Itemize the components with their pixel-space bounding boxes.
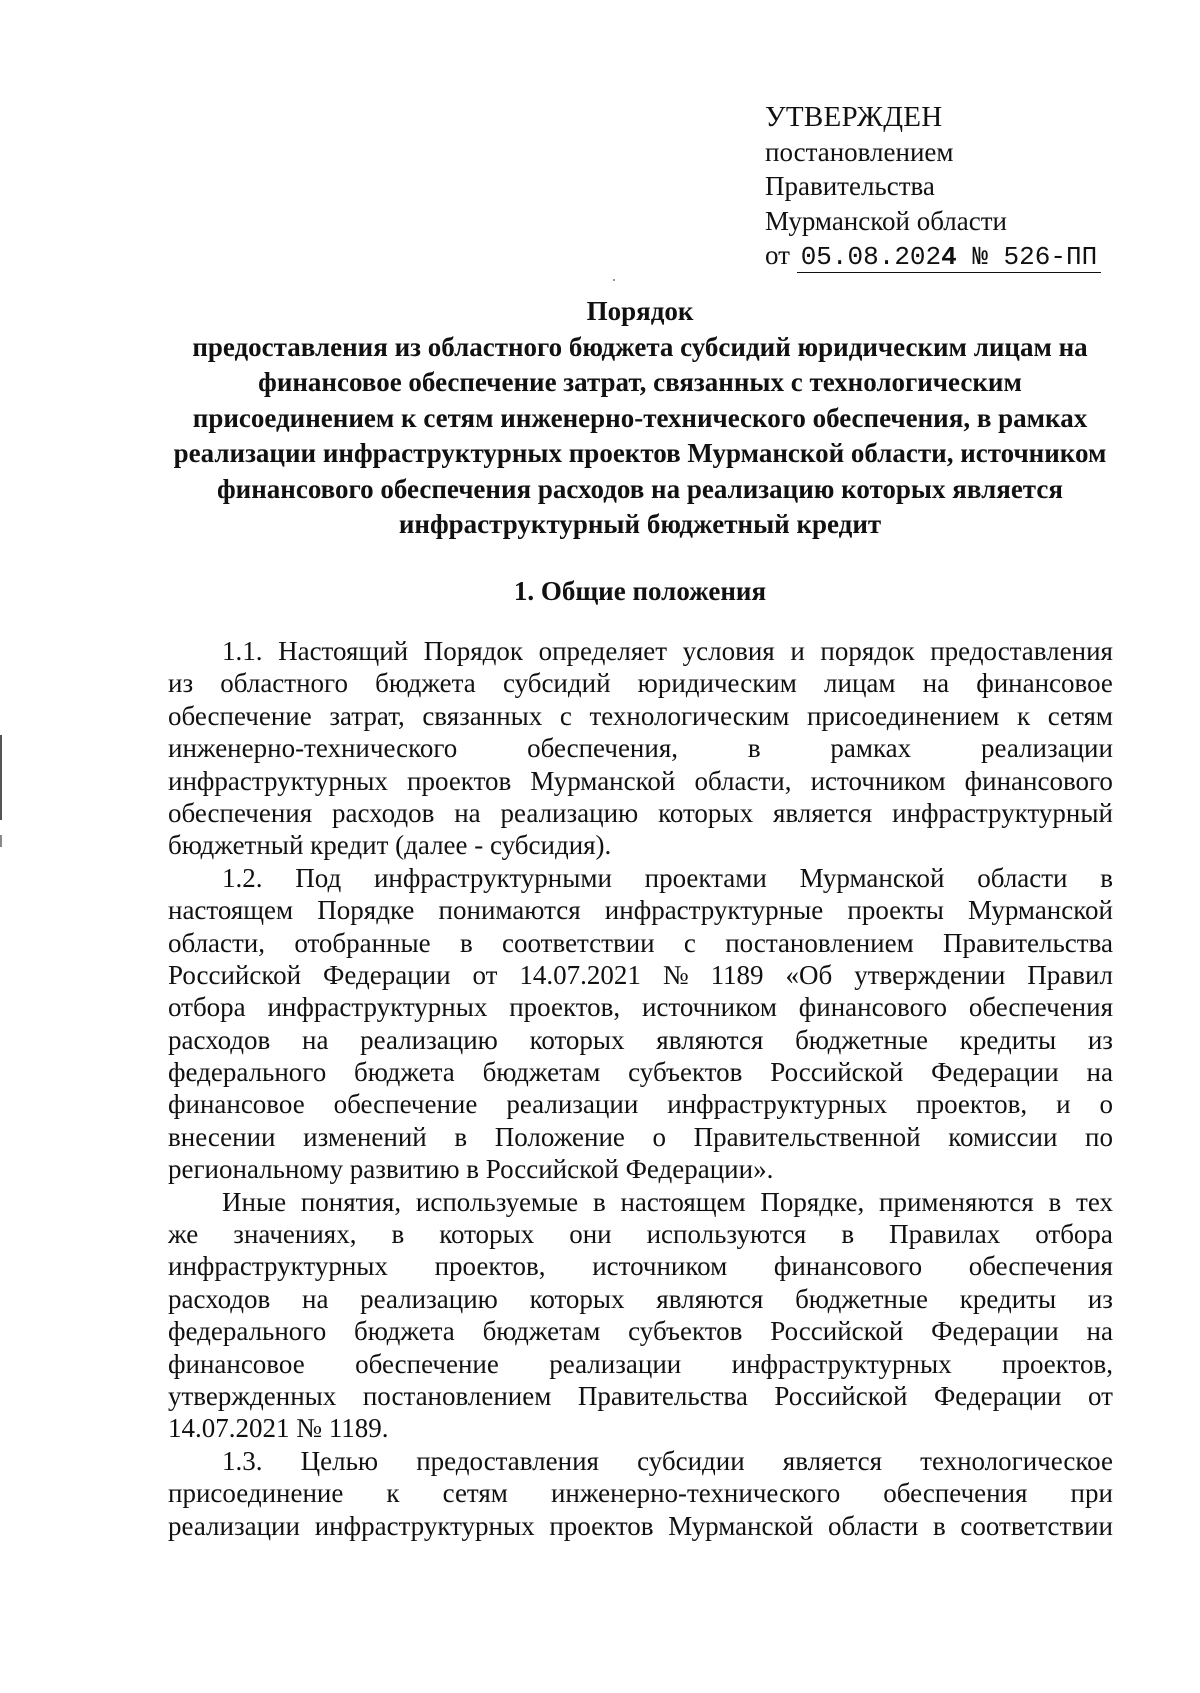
approval-date-bold-digit: 4	[941, 242, 957, 272]
body-line: расходов на реализацию которых являются бюджетные кредиты из	[168, 1024, 1113, 1055]
body-text	[168, 635, 1113, 1542]
scan-speck	[613, 279, 615, 281]
body-line: федерального бюджета бюджетам субъектов Российской Федерации на	[168, 1057, 1113, 1088]
approval-date-number	[797, 242, 1101, 273]
body-line: федерального бюджета бюджетам субъектов Российской Федерации на	[168, 1316, 1113, 1347]
body-line: инженерно-технического обеспечения, в рамках реализации	[168, 733, 1113, 764]
body-line: 1.1. Настоящий Порядок определяет условия и порядок предоставления	[222, 636, 1113, 666]
title-line: присоединением к сетям инженерно-технического обеспечения, в рамках	[192, 402, 1088, 433]
title-line: предоставления из областного бюджета субсидий юридическим лицам на	[192, 331, 1088, 362]
approval-date-line	[765, 238, 1101, 273]
section-heading: 1. Общие положения	[513, 576, 767, 606]
body-line: региональному развитию в Российской Федерации».	[168, 1154, 774, 1185]
body-line: инфраструктурных проектов, источником финансового обеспечения	[168, 1251, 1113, 1282]
body-line: финансовое обеспечение реализации инфраструктурных проектов,	[168, 1348, 1113, 1379]
approval-line: Мурманской области	[765, 205, 1007, 236]
body-line: бюджетный кредит (далее - субсидия).	[168, 830, 612, 861]
body-line: утвержденных постановлением Правительства Российской Федерации от	[168, 1380, 1113, 1411]
approval-number: № 526-ПП	[956, 242, 1098, 272]
body-line: финансовое обеспечение реализации инфраструктурных проектов, и о	[168, 1089, 1113, 1120]
body-line: же значениях, в которых они используются в Правилах отбора	[168, 1219, 1113, 1250]
body-line: расходов на реализацию которых являются бюджетные кредиты из	[168, 1283, 1113, 1314]
title-line: инфраструктурный бюджетный кредит	[398, 509, 882, 539]
body-line: Российской Федерации от 14.07.2021 № 1189 «Об утверждении Правил	[168, 959, 1113, 990]
body-line: внесении изменений в Положение о Правительственной комиссии по	[168, 1121, 1113, 1152]
body-line: реализации инфраструктурных проектов Мурманской области в соответствии	[168, 1510, 1113, 1541]
title-line: Порядок	[586, 296, 694, 326]
body-line: 14.07.2021 № 1189.	[168, 1413, 389, 1444]
title-line: финансового обеспечения расходов на реализацию которых является	[217, 473, 1063, 504]
body-line: Иные понятия, используемые в настоящем Порядке, применяются в тех	[222, 1186, 1113, 1217]
scan-edge-mark	[0, 835, 2, 847]
title-line: финансовое обеспечение затрат, связанных с технологическим	[258, 367, 1022, 397]
body-line: инфраструктурных проектов Мурманской области, источником финансового	[168, 765, 1113, 796]
body-line: обеспечения расходов на реализацию которых является инфраструктурный	[168, 797, 1113, 828]
approval-date-prefix: от	[765, 240, 790, 270]
approval-line: постановлением	[765, 136, 954, 167]
body-line: отбора инфраструктурных проектов, источником финансового обеспечения	[168, 992, 1113, 1023]
body-line: обеспечение затрат, связанных с технологическим присоединением к сетям	[168, 700, 1113, 731]
approval-date: 05.08.202	[800, 242, 942, 272]
scan-edge-mark	[0, 735, 2, 820]
body-line: присоединение к сетям инженерно-технического обеспечения при	[168, 1478, 1113, 1509]
approval-line: Правительства	[765, 171, 935, 201]
body-line: настоящем Порядке понимаются инфраструктурные проекты Мурманской	[168, 895, 1113, 926]
title-line: реализации инфраструктурных проектов Мурманской области, источником	[173, 438, 1107, 468]
approval-stamp	[765, 100, 1101, 273]
body-line: области, отобранные в соответствии с постановлением Правительства	[168, 927, 1113, 958]
body-line: 1.3. Целью предоставления субсидии является технологическое	[222, 1445, 1113, 1476]
approval-line: УТВЕРЖДЕН	[765, 101, 943, 133]
body-line: из областного бюджета субсидий юридическим лицам на финансовое	[168, 668, 1113, 699]
document-title	[160, 294, 1120, 543]
body-line: 1.2. Под инфраструктурными проектами Мурманской области в	[222, 862, 1113, 893]
